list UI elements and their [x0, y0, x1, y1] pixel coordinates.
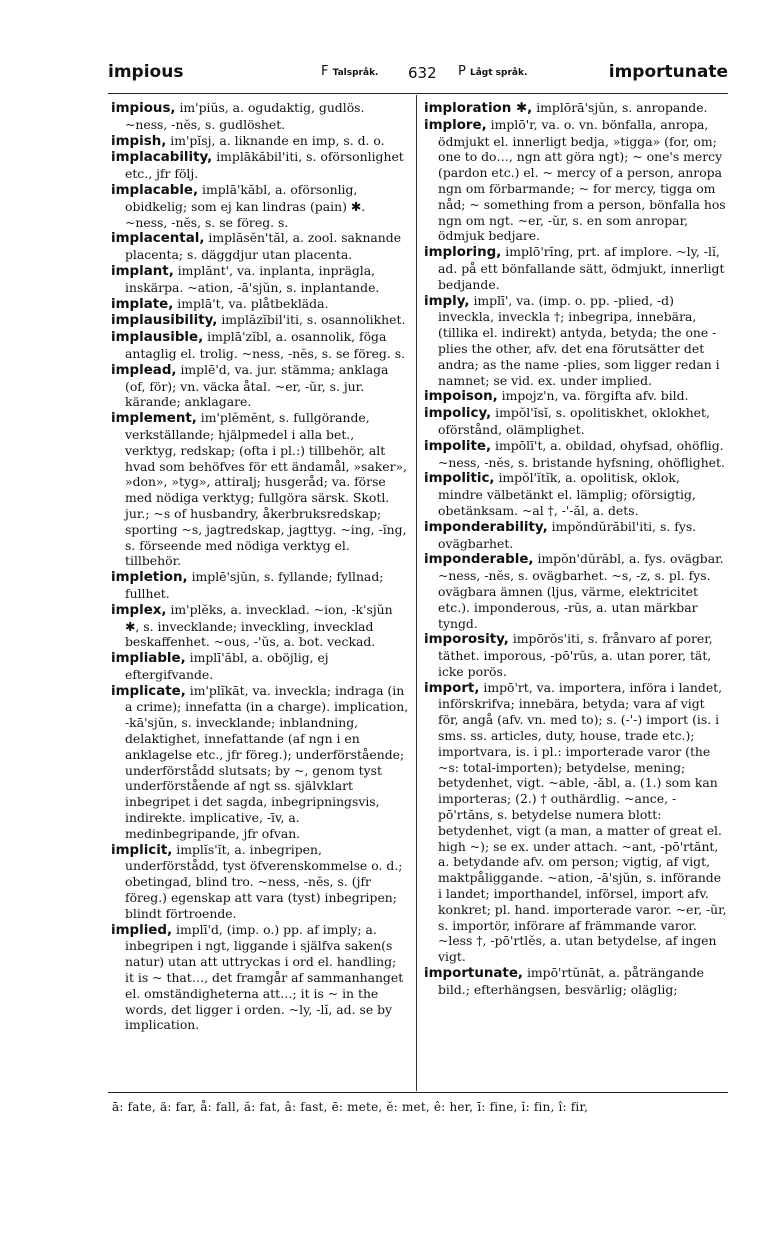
entry: implied, implī'd, (imp. o.) pp. af imply; a. inbegripen i ngt, liggande i själfva saken(s natur) utan att uttryckas i ord el. handling; it is ~ that…, det framgår af sammanhanget el. omständigheterna att…; it is ~ in the words, det ligger i orden. ~ly, -lĭ, ad. se by implication.: [111, 921, 404, 1033]
entry: impletion, implē'sjŭn, s. fyllande; fyllnad; fullhet.: [111, 569, 384, 601]
page-header: [108, 62, 728, 86]
column-divider: [416, 95, 417, 1091]
right-column: [424, 100, 728, 998]
entry: impoison, impojz'n, va. förgifta afv. bild.: [424, 388, 689, 405]
entry: imploration ✱, implōrā'sjŭn, s. anropande.: [424, 100, 708, 116]
pronunciation-key: ā: fate, ä: far, å: fall, ă: fat, â: fast, ē: mete, ĕ: met, ê: her, ī: fine, ĭ: fin, î: fir,: [112, 1100, 589, 1114]
entry: implant, implănt', va. inplanta, inprägla, inskärpa. ~ation, -ā'sjŭn, s. inplantande.: [111, 262, 380, 295]
entry: imploring, implō'rĭng, prt. af implore. ~ly, -lĭ, ad. på ett bönfallande sätt, ödmjukt, innerligt bedjande.: [424, 244, 725, 292]
entry: implement, im'plĕmĕnt, s. fullgörande, verkställande; hjälpmedel i alla bet., verktyg, redskap; (ofta i pl.:) tillbehör, alt hvad som behöfves för ett ändamål, »saker», »don», »tyg», attiralj; husgeråd; va. förse med nödiga verktyg; fullgöra särsk. Skotl. jur.; ~s of husbandry, åkerbruksredskap; sporting ~s, jagtredskap, jagttyg. ~ing, -ĭng, s. förseende med nödiga verktyg el. tillbehör.: [111, 410, 408, 569]
entry: implacability, implākăbil'iti, s. oförsonlighet etc., jfr följ.: [111, 149, 404, 182]
entry: imply, implī', va. (imp. o. pp. -plied, -d) inveckla, inveckla †; inbegripa, innebära, (tillika el. indirekt) antyda, betyda; the one -plies the other, afv. det ena förutsätter det andra; as the name -plies, som ligger redan i namnet; se vid. ex. under implied.: [424, 292, 720, 388]
entry: implausible, implā'zĭbl, a. osannolik, föga antaglig el. trolig. ~ness, -nĕs, s. se föreg. s.: [111, 329, 406, 361]
entry: implex, im'plĕks, a. invecklad. ~ion, -k'sjŭn ✱, s. invecklande; inveckling, invecklad beskaffenhet. ~ous, -'ŭs, a. bot. veckad.: [111, 601, 393, 650]
entry: imponderable, impŏn'dŭrăbl, a. fys. ovägbar. ~ness, -nĕs, s. ovägbarhet. ~s, -z, s. pl. fys. ovägbara ämnen (ljus, värme, elektricitet etc.). imponderous, -rŭs, a. utan märkbar tyngd.: [424, 551, 724, 631]
entry: implausibility, implăzĭbil'iti, s. osannolikhet.: [111, 312, 406, 329]
entry: impious, im'piŭs, a. ogudaktig, gudlös. ~ness, -nĕs, s. gudlöshet.: [111, 100, 365, 132]
entry: implicit, implĭs'ĭt, a. inbegripen, underförstådd, tyst öfverenskommelse o. d.; obetingad, blind tro. ~ness, -nĕs, s. (jfr föreg.) egenskap att vara (tyst) inbegripen; blindt förtroende.: [111, 841, 403, 921]
page-number: 632: [408, 64, 437, 82]
entry: imporosity, impōrŏs'iti, s. frånvaro af porer, täthet. imporous, -pō'rŭs, a. utan porer, tät, icke porös.: [424, 631, 713, 679]
entry: implacable, implā'kăbl, a. oförsonlig, obidkelig; som ej kan lindras (pain) ✱. ~ness, -nĕs, s. se föreg. s.: [111, 181, 366, 230]
entry: impliable, implī'ăbl, a. oböjlig, ej eftergifvande.: [111, 650, 329, 682]
entry: implead, implē'd, va. jur. stämma; anklaga (of, för); vn. väcka åtal. ~er, -ŭr, s. jur. kärande; anklagare.: [111, 361, 389, 410]
running-head-right: importunate: [608, 62, 728, 82]
entry: impish, im'pĭsj, a. liknande en imp, s. d. o.: [111, 132, 385, 149]
mark-right: P Lågt språk.: [458, 64, 528, 79]
entry: impolitic, impŏl'ĭtĭk, a. opolitisk, oklok, mindre välbetänkt el. lämplig; oförsigtig, obetänksam. ~al †, -'-ăl, a. dets.: [424, 470, 696, 518]
left-column: [111, 100, 409, 1033]
entry: import, impō'rt, va. importera, införa i landet, införskrifva; innebära, betyda; vara af vigt för, angå (afv. vn. med to); s. (-'-) import (is. i sms. ss. articles, duty, house, trade etc.); importvara, is. i pl.: importerade varor (the ~s: total-importen); betydelse, mening; betydenhet, vigt. ~able, -ăbl, a. (1.) som kan importeras; (2.) † outhärdlig. ~ance, -pō'rtăns, s. betydelse numera blott: betydenhet, vigt (a man, a matter of great el. high ~); se ex. under attach. ~ant, -pō'rtănt, a. betydande afv. om person; vigtig, af vigt, maktpåliggande. ~ation, -ā'sjŭn, s. införande i landet; importhandel, införsel, import afv. konkret; pl. hand. importerade varor. ~er, -ŭr, s. importör, införare af främmande varor. ~less †, -pō'rtlĕs, a. utan betydelse, af ingen vigt.: [424, 679, 727, 965]
entry: imponderability, impŏndŭrăbil'iti, s. fys. ovägbarhet.: [424, 518, 697, 551]
entry: implacental, implăsĕn'tăl, a. zool. saknande placenta; s. däggdjur utan placenta.: [111, 230, 402, 263]
entry: implate, implā't, va. plåtbekläda.: [111, 295, 329, 312]
header-rule: [108, 93, 728, 94]
entry: impolicy, impŏl'ĭsĭ, s. opolitiskhet, oklokhet, oförstånd, olämplighet.: [424, 405, 710, 437]
mark-left: F Talspråk.: [321, 64, 379, 79]
footer-rule: [108, 1092, 728, 1093]
entry: importunate, impō'rtŭnāt, a. påträngande bild.; efterhängsen, besvärlig; oläglig;: [424, 965, 704, 997]
entry: implicate, im'plĭkāt, va. inveckla; indraga (in a crime); innefatta (in a charge). implication, -kā'sjŭn, s. invecklande; inblandning, delaktighet, innefattande (af ngn i en anklagelse etc., jfr föreg.); underförstående; underförstådd slutsats; by ~, genom tyst underförstående af ngt ss. självklart inbegripet i det sagda, inbegripningsvis, indirekte. implicative, -īv, a. medinbegripande, jfr ofvan.: [111, 682, 409, 841]
running-head-left: impious: [108, 62, 184, 82]
entry: impolite, impōlī't, a. obildad, ohyfsad, ohöflig. ~ness, -nĕs, s. bristande hyfsning, ohöflighet.: [424, 437, 725, 470]
entry: implore, implō'r, va. o. vn. bönfalla, anropa, ödmjukt el. innerligt bedja, »tigga» (for, om; one to do…, ngn att göra ngt); ~ one's mercy (pardon etc.) el. ~ mercy of a person, anropa ngn om förbarmande; ~ for mercy, tigga om nåd; ~ something from a person, bönfalla hos ngn om ngt. ~er, -ŭr, s. en som anropar, ödmjuk bedjare.: [424, 116, 726, 244]
